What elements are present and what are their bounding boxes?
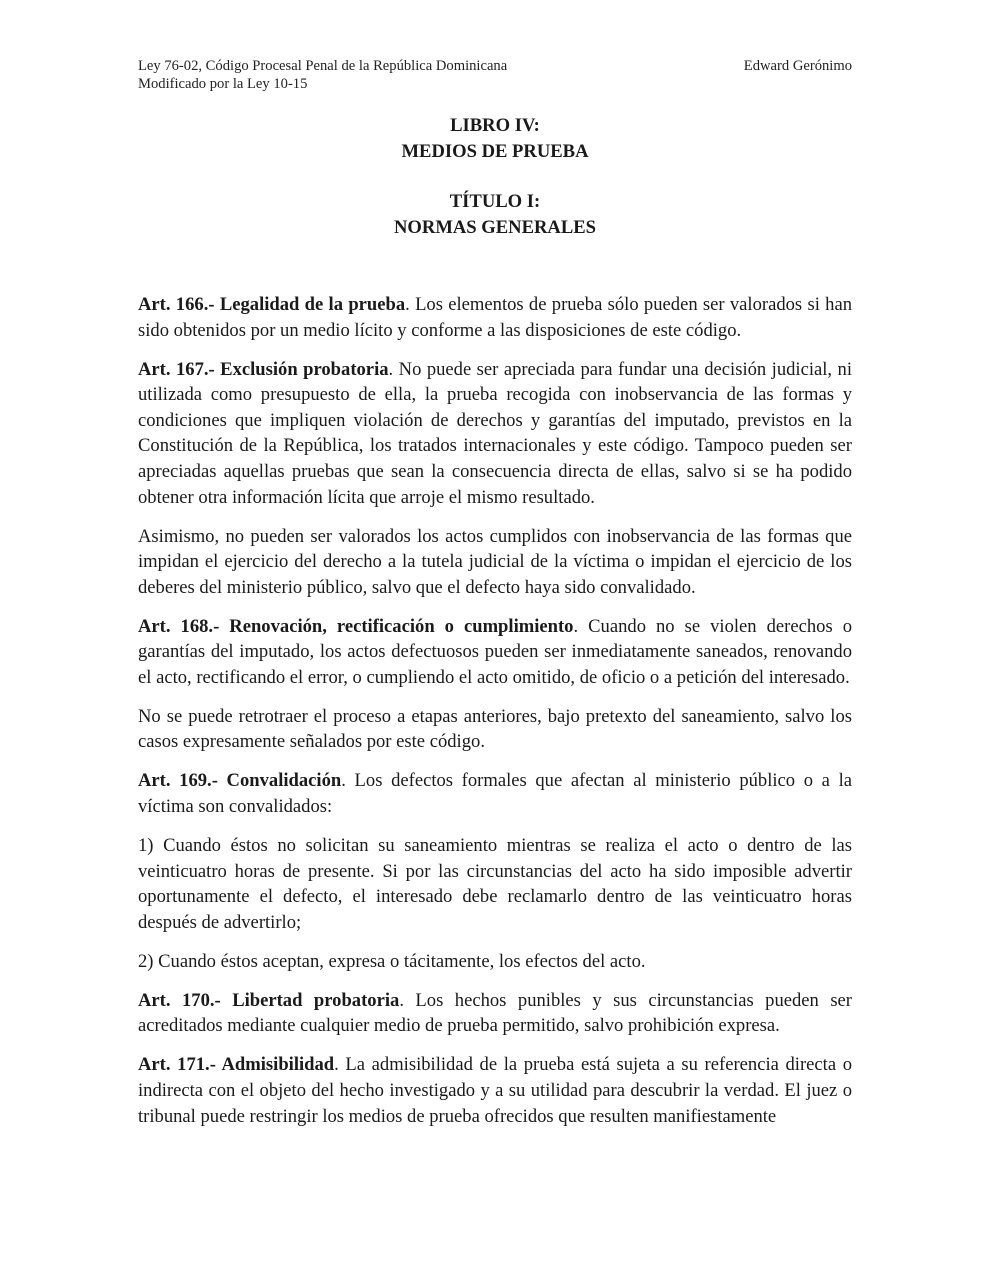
title-number: TÍTULO I:	[449, 191, 541, 212]
title-name: NORMAS GENERALES	[394, 217, 596, 238]
paragraph-text: . Los hechos punibles y sus circunstancias pueden ser acreditados mediante cualquier medio de prueba permitido, salvo prohibición expresa.	[138, 989, 853, 1037]
paragraph	[138, 1052, 852, 1129]
header-author: Edward Gerónimo	[743, 58, 852, 74]
paragraph-text: . La admisibilidad de la prueba está sujeta a su referencia directa o indirecta con el objeto del hecho investigado y a su utilidad para descubrir la verdad. El juez o tribunal puede restringir los medios de prueba ofrecidos que resulten manifiestamente	[138, 1054, 852, 1127]
article-heading: Art. 171.- Admisibilidad	[138, 1054, 335, 1076]
article-heading: Art. 166.- Legalidad de la prueba	[138, 294, 406, 315]
paragraph	[138, 704, 852, 755]
header-law-title: Ley 76-02, Código Procesal Penal de la República Dominicana	[138, 58, 508, 74]
book-heading	[138, 113, 852, 165]
paragraph-text: Asimismo, no pueden ser valorados los actos cumplidos con inobservancia de las formas que impidan el ejercicio del derecho a la tutela judicial de la víctima o impidan el ejercicio de los deberes del ministerio público, salvo que el defecto haya sido convalidado.	[138, 525, 852, 598]
document-body	[138, 292, 852, 1143]
article-heading: Art. 168.- Renovación, rectificación o cumplimiento	[138, 615, 574, 637]
paragraph-text: 1) Cuando éstos no solicitan su saneamiento mientras se realiza el acto o dentro de las veinticuatro horas de presente. Si por las circunstancias del acto ha sido imposible advertir oportunamente el defecto, el interesado debe reclamarlo dentro de las veinticuatro horas después de advertirlo;	[138, 835, 852, 933]
paragraph	[138, 988, 852, 1039]
book-number: LIBRO IV:	[450, 115, 540, 136]
title-heading	[138, 189, 852, 241]
paragraph	[138, 292, 852, 343]
page-header	[138, 57, 852, 93]
paragraph	[138, 614, 852, 691]
header-modification: Modificado por la Ley 10-15	[138, 76, 308, 92]
paragraph-text: . Cuando no se violen derechos o garantías del imputado, los actos defectuosos pueden ser inmediatamente saneados, renovando el acto, rectificando el error, o cumpliendo el acto omitido, de oficio o a petición del interesado.	[138, 615, 852, 688]
paragraph	[138, 833, 852, 935]
paragraph	[138, 949, 852, 975]
book-name: MEDIOS DE PRUEBA	[401, 141, 589, 162]
article-heading: Art. 169.- Convalidación	[138, 770, 342, 792]
paragraph-text: 2) Cuando éstos aceptan, expresa o tácitamente, los efectos del acto.	[138, 950, 646, 972]
paragraph-text: . Los defectos formales que afectan al ministerio público o a la víctima son convalidados:	[138, 770, 853, 818]
section-titles	[138, 113, 852, 241]
article-heading: Art. 170.- Libertad probatoria	[138, 989, 400, 1011]
article-heading: Art. 167.- Exclusión probatoria	[138, 358, 389, 380]
paragraph	[138, 768, 852, 819]
paragraph-text: . Los elementos de prueba sólo pueden ser valorados si han sido obtenidos por un medio lícito y conforme a las disposiciones de este código.	[138, 294, 852, 341]
paragraph	[138, 524, 852, 601]
paragraph-text: No se puede retrotraer el proceso a etapas anteriores, bajo pretexto del saneamiento, salvo los casos expresamente señalados por este código.	[138, 705, 852, 753]
paragraph-text: . No puede ser apreciada para fundar una decisión judicial, ni utilizada como presupuesto de ella, la prueba recogida con inobservancia de las formas y condiciones que impliquen violación de derechos y garantías del imputado, previstos en la Constitución de la República, los tratados internacionales y este código. Tampoco pueden ser apreciadas aquellas pruebas que sean la consecuencia directa de ellas, salvo si se ha podido obtener otra información lícita que arroje el mismo resultado.	[138, 358, 853, 508]
paragraph	[138, 357, 852, 511]
